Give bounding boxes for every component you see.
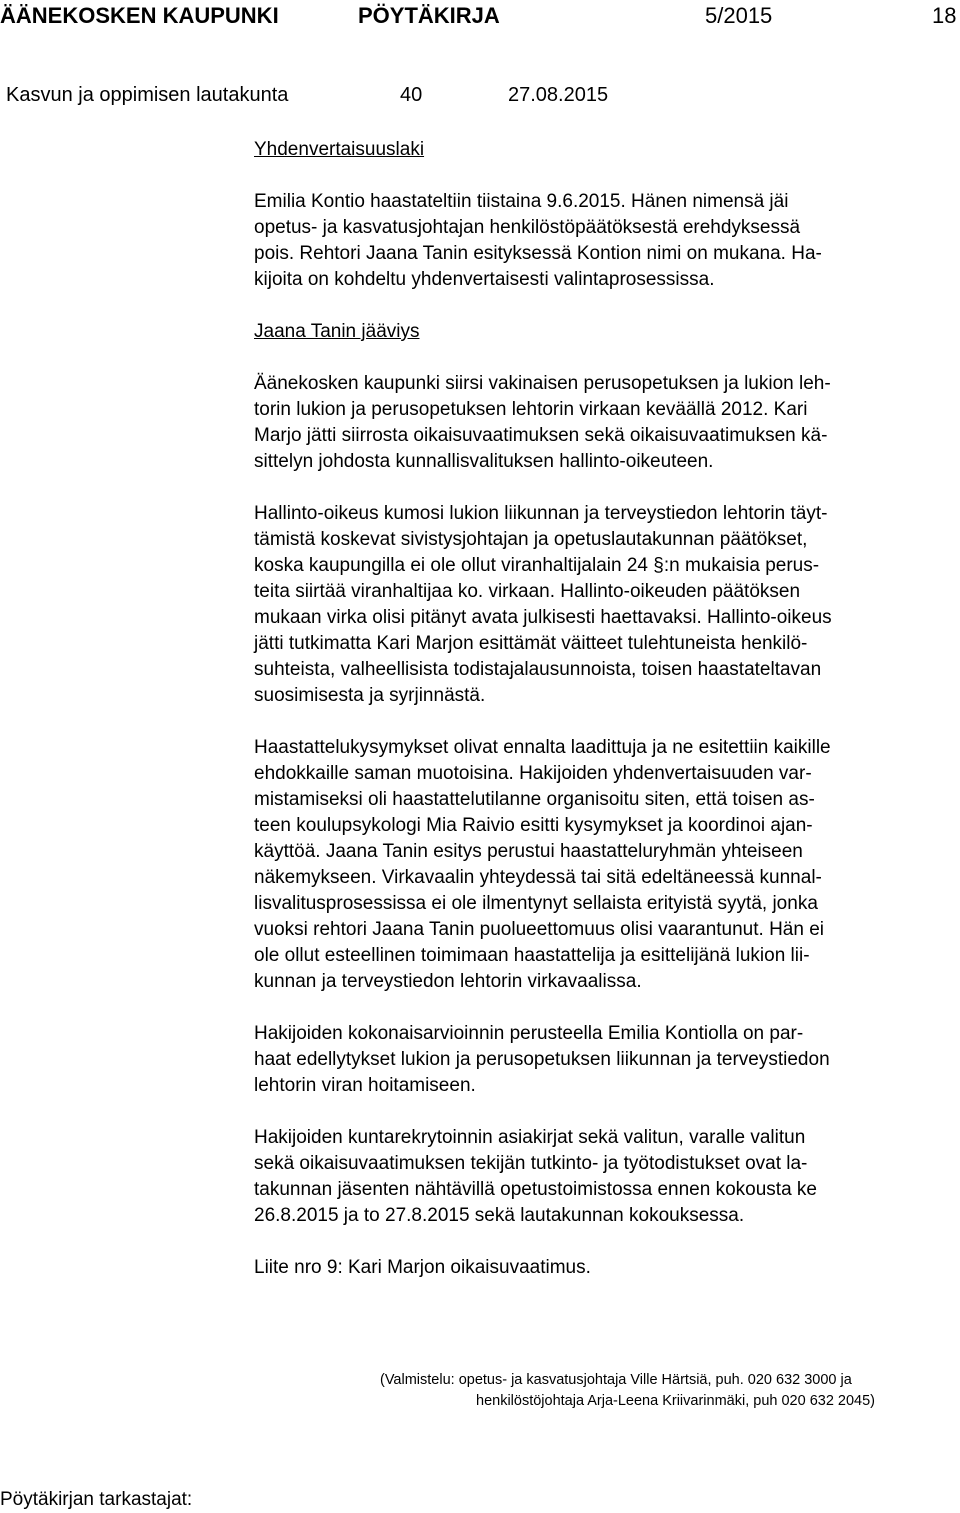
document-body	[254, 137, 960, 1307]
document-number: 5/2015	[705, 3, 773, 28]
document-type: PÖYTÄKIRJA	[358, 3, 500, 28]
page-number: 18	[932, 3, 957, 28]
minutes-inspectors-label: Pöytäkirjan tarkastajat:	[0, 1489, 193, 1510]
preparer-line-2: henkilöstöjohtaja Arja-Leena Kriivarinmäki, puh 020 632 2045)	[476, 1393, 876, 1409]
section-title: Jaana Tanin jääviys	[254, 321, 420, 342]
paragraph: Hakijoiden kokonaisarvioinnin perusteella Emilia Kontiolla on par- haat edellytykset lukion ja perusopetuksen liikunnan ja terveystiedon lehtorin viran hoitamiseen.	[254, 1023, 830, 1096]
paragraph: Haastattelukysymykset olivat ennalta laadittuja ja ne esitettiin kaikille ehdokkaille saman muotoisina. Hakijoiden yhdenvertaisuuden var- mistamiseksi oli haastattelutilanne organisoitu siten, että toisen as- teen koulupsykologi Mia Raivio esitti kysymykset ja koordinoi ajan- käyttöä. Jaana Tanin esitys perustui haastatteluryhmän yhteiseen näkemykseen. Virkavaalin yhteydessä tai sitä edeltäneessä kunnal- lisvalitusprosessissa ei ole ilmentynyt sellaista erityistä syytä, jonka vuoksi rehtori Jaana Tanin puolueettomuus olisi vaarantunut. Hän ei ole ollut esteellinen toimimaan haastattelija ja esittelijänä lukion lii- kunnan ja terveystiedon lehtorin virkavaalissa.	[254, 737, 831, 992]
document-header	[0, 1, 960, 31]
paragraph: Hakijoiden kuntarekrytoinnin asiakirjat sekä valitun, varalle valitun sekä oikaisuvaatimuksen tekijän tutkinto- ja työtodistukset ovat la- takunnan jäsenten nähtävillä opetustoimistossa ennen kokousta ke 26.8.2015 ja to 27.8.2015 sekä lautakunnan kokouksessa.	[254, 1127, 817, 1226]
preparer-note	[380, 1349, 960, 1433]
city-name: ÄÄNEKOSKEN KAUPUNKI	[0, 3, 279, 28]
preparer-line-1: (Valmistelu: opetus- ja kasvatusjohtaja Ville Härtsiä, puh. 020 632 3000 ja	[380, 1372, 852, 1388]
section-number: 40	[400, 84, 423, 106]
meeting-date: 27.08.2015	[508, 84, 609, 106]
paragraph: Hallinto-oikeus kumosi lukion liikunnan ja terveystiedon lehtorin täyt- tämistä koskevat sivistysjohtajan ja opetuslautakunnan päätökset, koska kaupungilla ei ole ollut viranhaltijalain 24 §:n mukaisia perus- teita siirtää viranhaltijaa ko. virkaan. Hallinto-oikeuden päätöksen mukaan virka olisi pitänyt avata julkisesti haettavaksi. Hallinto-oikeus jätti tutkimatta Kari Marjon esittämät väitteet tulehtuneista henkilö- suhteista, valheellisista todistajalausunnoista, toisen haastateltavan suosimisesta ja syrjinnästä.	[254, 503, 832, 706]
meeting-info	[0, 81, 960, 109]
paragraph: Emilia Kontio haastateltiin tiistaina 9.6.2015. Hänen nimensä jäi opetus- ja kasvatusjohtajan henkilöstöpäätöksestä erehdyksessä pois. Rehtori Jaana Tanin esityksessä Kontion nimi on mukana. Ha- kijoita on kohdeltu yhdenvertaisesti valintaprosessissa.	[254, 191, 822, 290]
paragraph: Äänekosken kaupunki siirsi vakinaisen perusopetuksen ja lukion leh- torin lukion ja perusopetuksen lehtorin virkaan keväällä 2012. Kari Marjo jätti siirrosta oikaisuvaatimuksen sekä oikaisuvaatimuksen kä- sittelyn johdosta kunnallisvalituksen hallinto-oikeuteen.	[254, 373, 831, 472]
section-title: Yhdenvertaisuuslaki	[254, 139, 425, 160]
attachment-note: Liite nro 9: Kari Marjon oikaisuvaatimus.	[254, 1257, 591, 1278]
board-name: Kasvun ja oppimisen lautakunta	[6, 84, 289, 106]
